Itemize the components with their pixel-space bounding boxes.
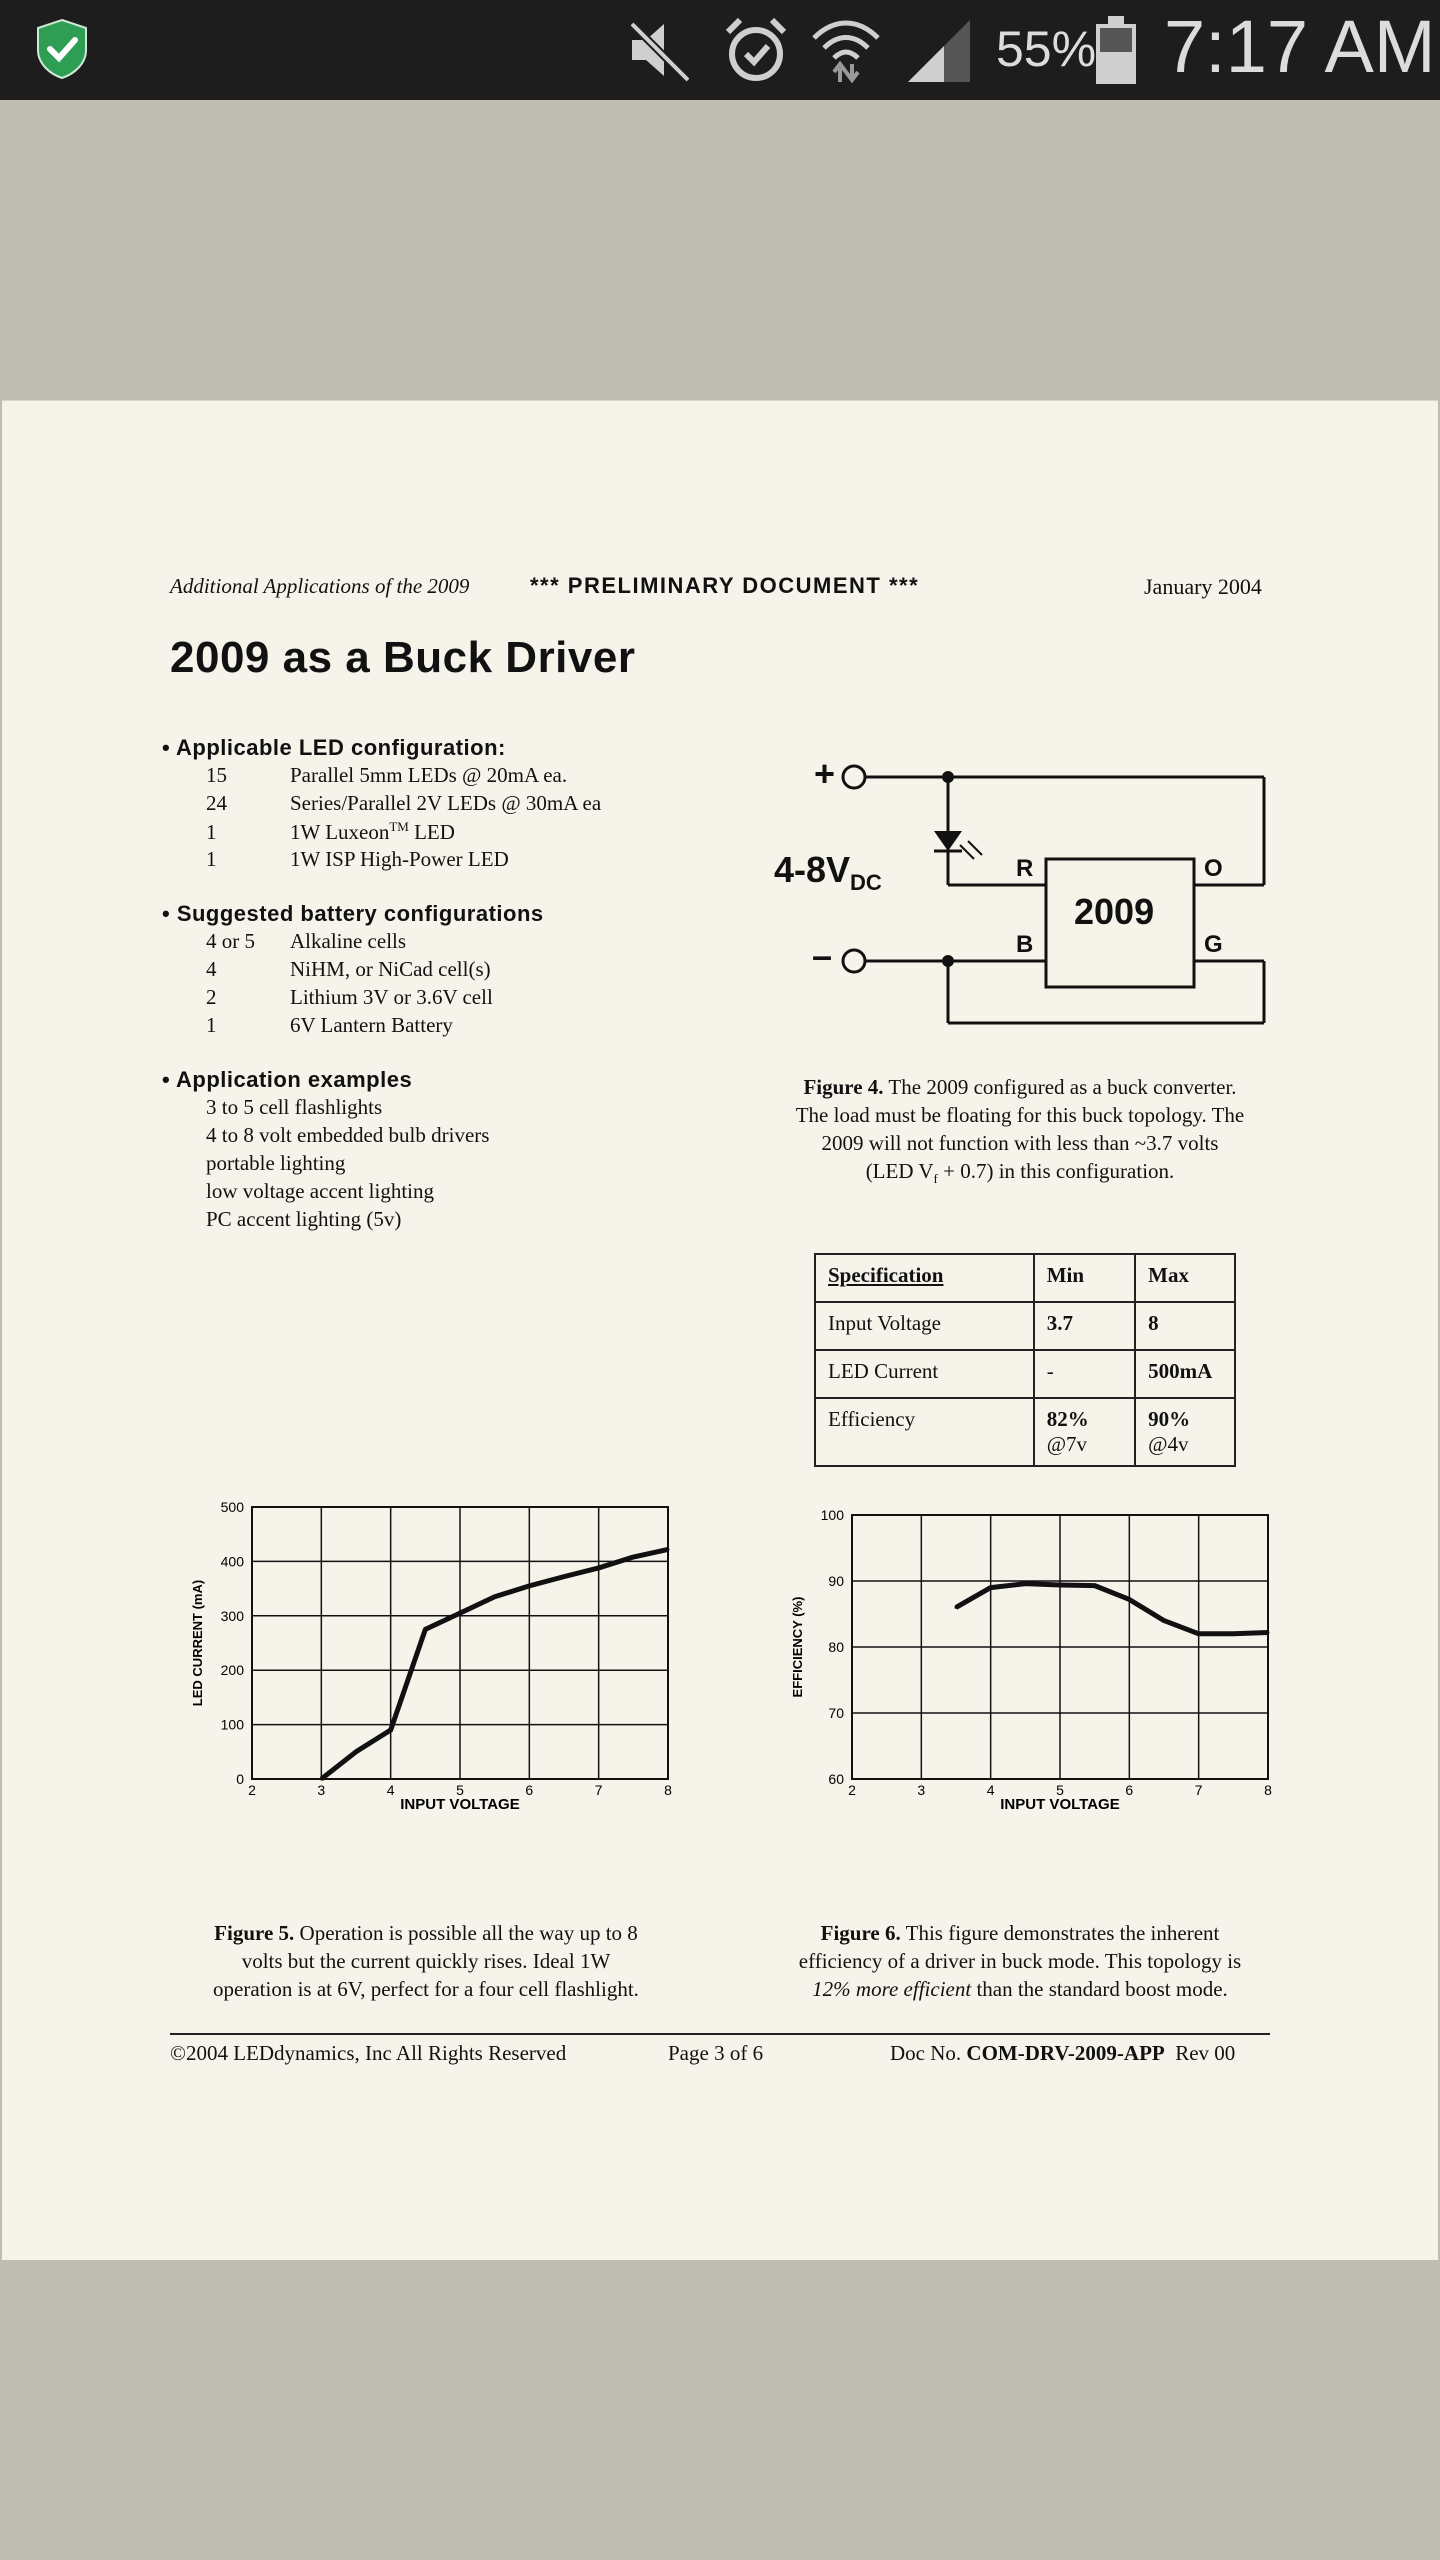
x-tick-label: 6 (525, 1782, 534, 1798)
footer-page-number: Page 3 of 6 (668, 2041, 764, 2065)
x-tick-label: 4 (986, 1782, 995, 1798)
application-examples-heading: • Application examples (162, 1067, 413, 1092)
x-tick-label: 5 (456, 1782, 464, 1798)
led-config-row: 1 1W ISP High-Power LED (206, 847, 509, 871)
supply-voltage-label: $4-8V_{DC}$ (774, 849, 882, 896)
x-tick-label: 4 (386, 1782, 395, 1798)
data-point (1267, 1631, 1270, 1634)
y-axis-label: LED CURRENT (mA) (190, 1579, 205, 1707)
led-config-heading: • Applicable LED configuration: (162, 735, 506, 760)
data-point (459, 1612, 462, 1615)
mute-icon (624, 14, 696, 86)
y-tick-label: 90 (828, 1573, 844, 1589)
battery-config-row: 1 6V Lantern Battery (206, 1013, 453, 1037)
y-tick-label: 70 (828, 1705, 844, 1721)
y-axis-label: EFFICIENCY (%) (790, 1596, 805, 1698)
data-point (1024, 1582, 1027, 1585)
figure-4-caption: Figure 4. The 2009 configured as a buck converter. The load must be floating for this buck topology. The 2009 will not function with less than ~3.7 volts (LED $V_f + 0.7$) in this configuration. (795, 1075, 1245, 1187)
battery-icon (1094, 14, 1138, 86)
application-example: 3 to 5 cell flashlights (206, 1095, 383, 1119)
data-point (355, 1750, 358, 1753)
plus-terminal: + (814, 753, 836, 794)
wifi-icon (810, 14, 882, 86)
x-axis-label: INPUT VOLTAGE (1000, 1796, 1120, 1813)
minus-terminal: – (812, 935, 833, 976)
data-point (1197, 1632, 1200, 1635)
data-point (1232, 1632, 1235, 1635)
data-point (389, 1729, 392, 1732)
y-tick-label: 300 (220, 1607, 244, 1624)
table-row: Input Voltage 3.7 8 (815, 1302, 1235, 1350)
y-tick-label: 80 (828, 1639, 844, 1655)
data-point (320, 1778, 323, 1781)
data-point (528, 1584, 531, 1587)
figure-6-caption: Figure 6. This figure demonstrates the inherent efficiency of a driver in buck mode. This topology is 12% more efficient than the standard boost mode. (798, 1921, 1242, 2001)
battery-config-row: 4 NiHM, or NiCad cell(s) (206, 957, 491, 981)
battery-config-row: 2 Lithium 3V or 3.6V cell (206, 985, 493, 1009)
x-tick-label: 5 (1056, 1782, 1064, 1798)
battery-config-heading: • Suggested battery configurations (162, 901, 544, 926)
data-point (424, 1628, 427, 1631)
application-example: portable lighting (206, 1151, 346, 1175)
table-row: Efficiency 82% @7v 90% @4v (815, 1398, 1235, 1466)
signal-icon (904, 14, 974, 86)
pin-r-label: R (1016, 855, 1034, 882)
alarm-icon (722, 14, 790, 86)
led-current-chart (172, 1493, 682, 1813)
clock: 7:17 AM (1164, 5, 1436, 88)
footer-divider (170, 2033, 1270, 2035)
y-tick-label: 60 (828, 1771, 844, 1787)
series-line (956, 1584, 1268, 1634)
shield-check-icon (34, 18, 90, 80)
document-page[interactable] (2, 400, 1438, 2260)
y-tick-label: 100 (820, 1507, 844, 1523)
battery-config-row: 4 or 5 Alkaline cells (206, 929, 407, 953)
x-tick-label: 3 (917, 1782, 926, 1798)
pin-b-label: B (1016, 931, 1034, 958)
series-line (321, 1549, 668, 1779)
data-point (1163, 1619, 1166, 1622)
footer-doc-number: Doc No. COM-DRV-2009-APP Rev 00 (890, 2041, 1236, 2065)
status-bar (0, 0, 1440, 100)
data-point (955, 1606, 958, 1609)
y-tick-label: 200 (220, 1662, 244, 1679)
efficiency-chart (772, 1501, 1282, 1813)
application-example: low voltage accent lighting (206, 1179, 435, 1203)
data-point (667, 1548, 670, 1551)
header-date: January 2004 (1144, 574, 1262, 599)
data-point (493, 1595, 496, 1598)
y-tick-label: 500 (220, 1499, 244, 1515)
x-tick-label: 7 (594, 1782, 603, 1798)
data-point (1093, 1584, 1096, 1587)
x-tick-label: 6 (1125, 1782, 1134, 1798)
x-tick-label: 8 (1264, 1782, 1272, 1798)
x-tick-label: 3 (317, 1782, 326, 1798)
x-tick-label: 2 (848, 1782, 856, 1798)
data-point (1059, 1583, 1062, 1586)
x-tick-label: 7 (1194, 1782, 1203, 1798)
data-point (563, 1575, 566, 1578)
x-tick-label: 8 (664, 1782, 672, 1798)
led-config-row: 1 1W Luxeon™ LED (206, 819, 455, 844)
page-title: 2009 as a Buck Driver (170, 633, 636, 682)
led-config-row: 15 Parallel 5mm LEDs @ 20mA ea. (206, 763, 568, 787)
spec-table (814, 1253, 1236, 1467)
pin-g-label: G (1204, 931, 1223, 958)
table-header-row: Specification Min Max (815, 1254, 1235, 1302)
battery-percent: 55% (996, 21, 1097, 77)
application-example: PC accent lighting (5v) (206, 1207, 402, 1231)
pin-o-label: O (1204, 855, 1223, 882)
table-row: LED Current - 500mA (815, 1350, 1235, 1398)
figure-5-caption: Figure 5. Operation is possible all the way up to 8 volts but the current quickly rises. Ideal 1W operation is at 6V, perfect for a four cell flashlight. (213, 1921, 639, 2001)
header-preliminary: *** PRELIMINARY DOCUMENT *** (530, 573, 920, 598)
chip-label: 2009 (1074, 891, 1155, 932)
header-left: Additional Applications of the 2009 (170, 574, 470, 598)
y-tick-label: 100 (220, 1716, 244, 1733)
x-axis-label: INPUT VOLTAGE (400, 1796, 520, 1813)
data-point (989, 1586, 992, 1589)
led-config-row: 24 Series/Parallel 2V LEDs @ 30mA ea (206, 791, 602, 815)
x-tick-label: 2 (248, 1782, 256, 1798)
y-tick-label: 0 (236, 1771, 244, 1787)
data-point (1128, 1598, 1131, 1601)
data-point (632, 1556, 635, 1559)
y-tick-label: 400 (220, 1553, 244, 1570)
application-example: 4 to 8 volt embedded bulb drivers (206, 1123, 490, 1147)
footer-copyright: ©2004 LEDdynamics, Inc All Rights Reserved (170, 2041, 567, 2065)
data-point (597, 1566, 600, 1569)
